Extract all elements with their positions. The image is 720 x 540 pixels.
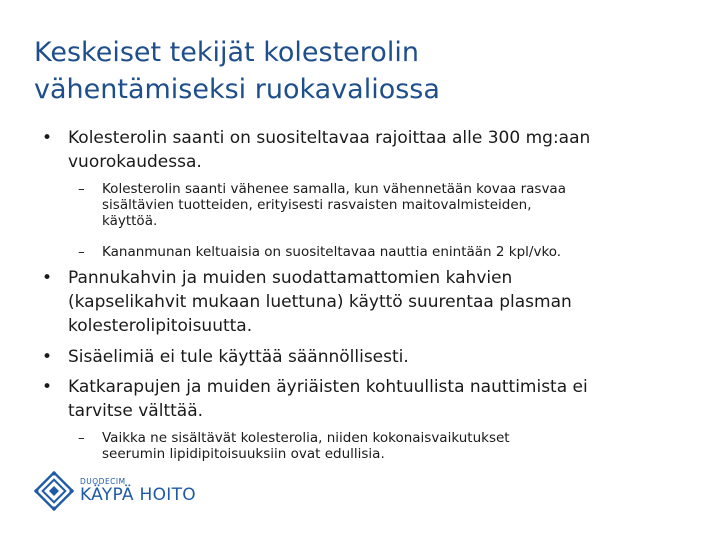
bullet-marker: • [42, 268, 53, 288]
bullet-text-line: Sisäelimiä ei tule käyttää säännöllisesti. [68, 347, 409, 367]
sub-bullet-marker: – [78, 244, 85, 260]
bullet-text-line: tarvitse välttää. [68, 401, 204, 421]
sub-bullet-text-line: Kolesterolin saanti vähenee samalla, kun vähennetään kovaa rasvaa [102, 181, 566, 197]
title-line-2: vähentämiseksi ruokavaliossa [34, 74, 440, 105]
sub-bullet-text-line: Vaikka ne sisältävät kolesterolia, niiden kokonaisvaikutukset [102, 430, 510, 446]
title-line-1: Keskeiset tekijät kolesterolin [34, 37, 419, 68]
bullet-text-line: kolesterolipitoisuutta. [68, 316, 253, 336]
bullet-marker: • [42, 347, 53, 367]
sub-bullet-text-line: käyttöä. [102, 213, 158, 229]
slide-title [34, 34, 694, 108]
bullet-text-line: Katkarapujen ja muiden äyriäisten kohtuullista nauttimista ei [68, 377, 588, 397]
sub-bullet-item-1 [72, 181, 692, 229]
bullet-item-3 [34, 345, 694, 369]
logo-small-text: DUODECIM [80, 477, 126, 486]
bullet-text-line: Pannukahvin ja muiden suodattamattomien kahvien [68, 268, 513, 288]
bullet-item-2 [34, 266, 694, 338]
bullet-text-line: (kapselikahvit mukaan luettuna) käyttö suurentaa plasman [68, 292, 572, 312]
bullet-item-1 [34, 126, 694, 174]
sub-bullet-marker: – [78, 430, 85, 446]
bullet-item-4 [34, 375, 694, 423]
sub-bullet-text-line: sisältävien tuotteiden, erityisesti rasvaisten maitovalmisteiden, [102, 197, 532, 213]
sub-bullet-text-line: seerumin lipidipitoisuuksiin ovat edullisia. [102, 446, 385, 462]
sub-bullet-text-line: Kananmunan keltuaisia on suositeltavaa nauttia enintään 2 kpl/vko. [102, 244, 562, 260]
logo-big-text: KÄYPÄ HOITO [80, 485, 196, 505]
sub-bullet-item-2 [72, 244, 692, 260]
sub-bullet-item-3 [72, 430, 692, 462]
sub-bullet-marker: – [78, 181, 85, 197]
diamond-logo-icon [34, 471, 74, 511]
kaypa-hoito-logo [34, 470, 196, 512]
bullet-marker: • [42, 128, 53, 148]
bullet-text-line: Kolesterolin saanti on suositeltavaa rajoittaa alle 300 mg:aan [68, 128, 591, 148]
bullet-marker: • [42, 377, 53, 397]
bullet-text-line: vuorokaudessa. [68, 152, 202, 172]
